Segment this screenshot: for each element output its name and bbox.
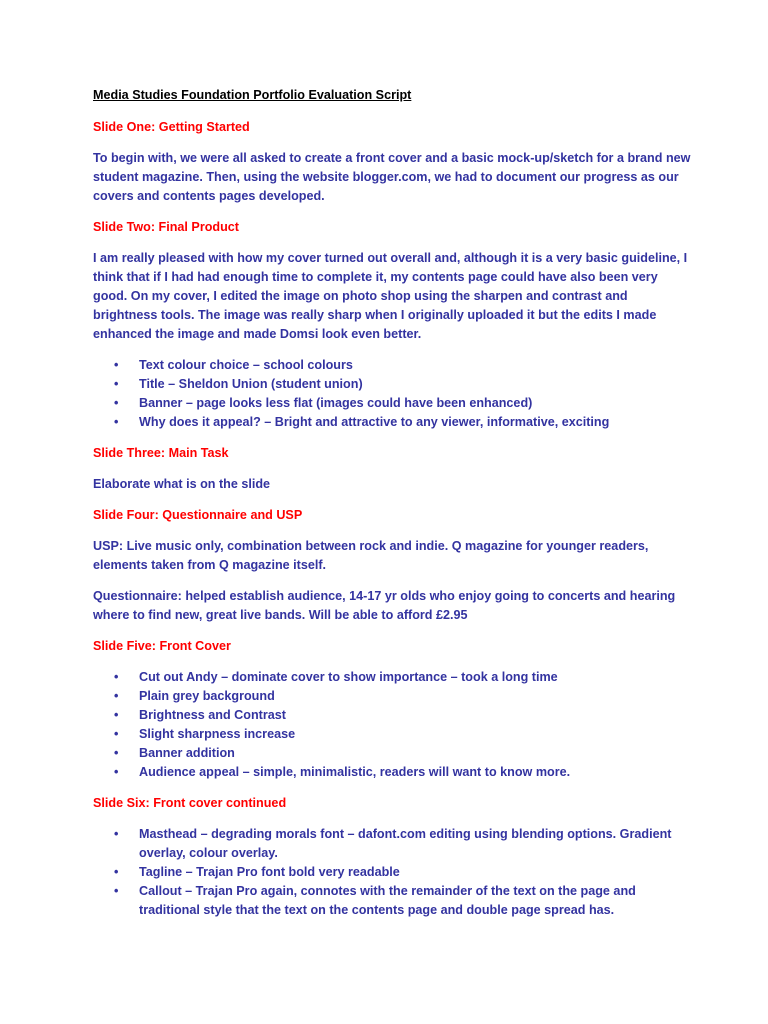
bullet-icon: • — [114, 765, 119, 779]
bullet-list — [93, 356, 693, 432]
list-item: • Callout – Trajan Pro again, connotes with the remainder of the text on the page and traditional style that the text on the contents page and double page spread has. — [114, 884, 636, 917]
bullet-icon: • — [114, 727, 119, 741]
section-heading-slide-three: Slide Three: Main Task — [93, 446, 229, 460]
list-item: • Tagline – Trajan Pro font bold very readable — [93, 863, 693, 882]
bullet-icon: • — [114, 865, 119, 879]
list-item: • Banner addition — [93, 744, 693, 763]
bullet-list — [93, 668, 693, 782]
list-item: • Brightness and Contrast — [93, 706, 693, 725]
paragraph: Questionnaire: helped establish audience, 14-17 yr olds who enjoy going to concerts and hearing where to find new, great live bands. Will be able to afford £2.95 — [93, 589, 676, 622]
bullet-icon: • — [114, 746, 119, 760]
bullet-icon: • — [114, 377, 119, 391]
bullet-icon: • — [114, 396, 119, 410]
section-heading-slide-five: Slide Five: Front Cover — [93, 639, 231, 653]
list-item: • Banner – page looks less flat (images could have been enhanced) — [93, 394, 693, 413]
paragraph: Elaborate what is on the slide — [93, 477, 271, 491]
document-page — [93, 86, 693, 932]
bullet-icon: • — [114, 689, 119, 703]
bullet-icon: • — [114, 708, 119, 722]
bullet-icon: • — [114, 670, 119, 684]
section-heading-slide-four: Slide Four: Questionnaire and USP — [93, 508, 303, 522]
section-heading-slide-six: Slide Six: Front cover continued — [93, 796, 287, 810]
list-item: • Title – Sheldon Union (student union) — [93, 375, 693, 394]
list-item: • Why does it appeal? – Bright and attractive to any viewer, informative, exciting — [93, 413, 693, 432]
list-item: • Slight sharpness increase — [93, 725, 693, 744]
list-item: • Cut out Andy – dominate cover to show importance – took a long time — [93, 668, 693, 687]
paragraph: USP: Live music only, combination between rock and indie. Q magazine for younger readers, elements taken from Q magazine itself. — [93, 539, 649, 572]
bullet-icon: • — [114, 884, 119, 898]
section-heading-slide-one: Slide One: Getting Started — [93, 120, 250, 134]
paragraph: I am really pleased with how my cover turned out overall and, although it is a very basic guideline, I think that if I had had enough time to complete it, my contents page could have also been very good. On my cover, I edited the image on photo shop using the sharpen and contrast and brightness tools. The image was really sharp when I originally uploaded it but the edits I made enhanced the image and made Domsi look even better. — [93, 251, 688, 341]
bullet-icon: • — [114, 827, 119, 841]
paragraph: To begin with, we were all asked to create a front cover and a basic mock-up/sketch for a brand new student magazine. Then, using the website blogger.com, we had to document our progress as our covers and contents pages developed. — [93, 151, 691, 203]
bullet-icon: • — [114, 415, 119, 429]
section-heading-slide-two: Slide Two: Final Product — [93, 220, 239, 234]
list-item: • Masthead – degrading morals font – dafont.com editing using blending options. Gradient overlay, colour overlay. — [114, 827, 672, 860]
list-item: • Plain grey background — [93, 687, 693, 706]
list-item: • Audience appeal – simple, minimalistic, readers will want to know more. — [93, 763, 693, 782]
bullet-list — [93, 825, 693, 920]
document-title: Media Studies Foundation Portfolio Evaluation Script — [93, 88, 412, 102]
bullet-icon: • — [114, 358, 119, 372]
list-item: • Text colour choice – school colours — [93, 356, 693, 375]
